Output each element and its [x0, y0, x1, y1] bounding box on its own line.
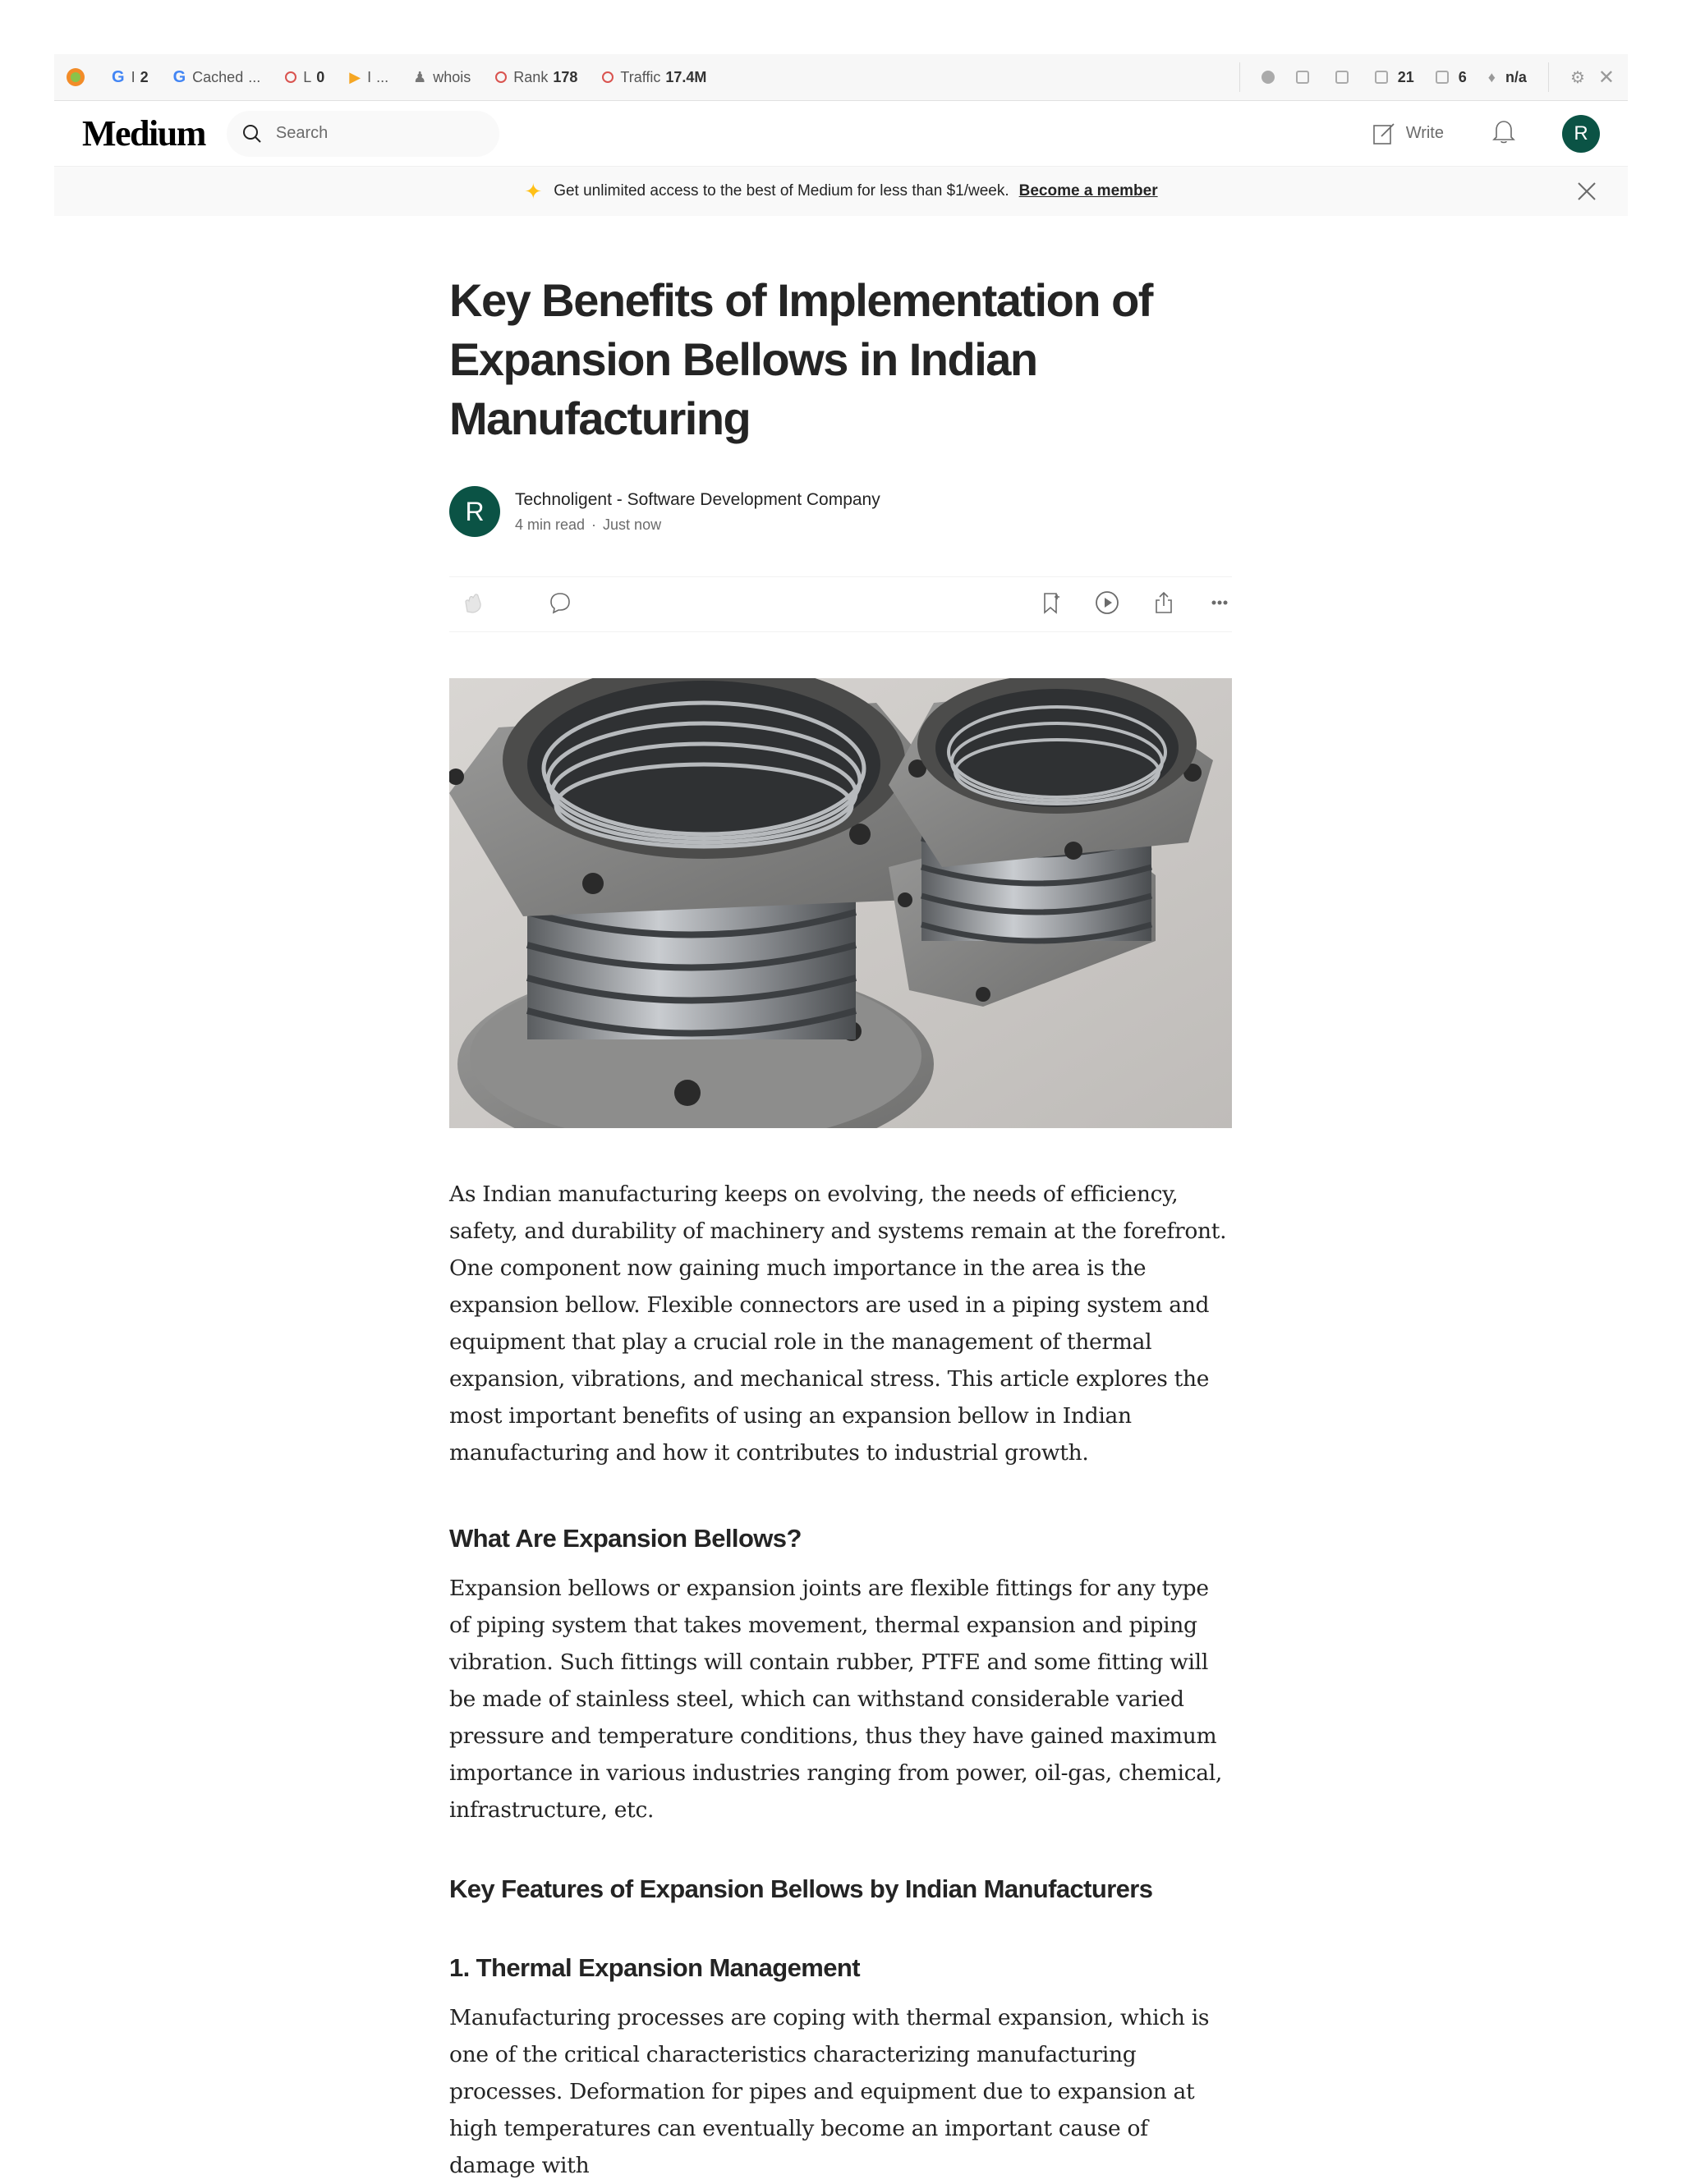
membership-banner	[54, 167, 1628, 216]
seo-logo-icon	[64, 66, 87, 89]
write-icon	[1372, 122, 1396, 146]
seo-whois[interactable]: ♟ whois	[413, 68, 471, 85]
seo-toolbar-right	[1218, 54, 1615, 100]
subheading-thermal-expansion: 1. Thermal Expansion Management	[449, 1953, 860, 1982]
more-icon	[1207, 590, 1232, 615]
play-icon	[1094, 590, 1120, 616]
meta-separator: ·	[591, 516, 597, 533]
link-icon	[1436, 71, 1449, 84]
banner-close-button[interactable]	[1575, 180, 1598, 208]
google-icon: G	[112, 67, 125, 86]
clap-button[interactable]	[461, 590, 485, 619]
info-icon	[1262, 71, 1275, 84]
sparkle-icon: ✦	[524, 178, 543, 204]
hero-image-expansion-bellows	[449, 678, 1232, 1128]
seo-traffic[interactable]: Traffic 17.4M	[602, 69, 706, 86]
browser-frame	[54, 54, 1628, 216]
seo-settings-button[interactable]	[1570, 67, 1585, 88]
section-heading-key-features: Key Features of Expansion Bellows by Indian Manufacturers	[449, 1874, 1153, 1903]
seo-google-index[interactable]: G I 2	[112, 67, 149, 86]
more-button[interactable]	[1207, 590, 1232, 619]
seo-toolbar	[54, 54, 1628, 101]
comment-button[interactable]	[548, 590, 572, 619]
search-box[interactable]	[227, 111, 499, 157]
action-bar-right	[1007, 577, 1232, 631]
seo-page-button[interactable]	[1296, 71, 1314, 84]
article-action-bar	[449, 576, 1232, 632]
article-meta	[515, 516, 880, 534]
write-button[interactable]: Write	[1372, 122, 1444, 146]
share-button[interactable]	[1151, 590, 1176, 619]
author-avatar[interactable]: R	[449, 486, 500, 537]
seo-price[interactable]: ♦ n/a	[1487, 68, 1527, 85]
author-meta	[515, 490, 880, 534]
notifications-button[interactable]	[1491, 118, 1516, 149]
gear-icon: ⚙	[1569, 68, 1585, 87]
bookmark-button[interactable]	[1038, 590, 1063, 619]
divider	[1548, 62, 1549, 92]
page-icon	[1296, 71, 1309, 84]
clap-icon	[461, 590, 485, 615]
paragraph-thermal-expansion: Manufacturing processes are coping with thermal expansion, which is one of the critical characteristics characterizing manufacturing processes. Deformation for pipes and equipment due to expansion at high temperatures can eventually become an important cause of damage with	[449, 2005, 1210, 2178]
banner-text: Get unlimited access to the best of Medium for less than $1/week.	[554, 182, 1009, 200]
seo-chart-button[interactable]	[1335, 71, 1353, 84]
comment-icon	[548, 590, 572, 615]
user-avatar[interactable]: R	[1562, 115, 1600, 153]
seo-close-button[interactable]	[1598, 66, 1615, 89]
seo-rank[interactable]: Rank 178	[495, 69, 577, 86]
circle-icon	[285, 71, 296, 83]
bell-icon	[1491, 118, 1516, 145]
share-icon	[1151, 590, 1176, 615]
author-block	[449, 486, 1232, 537]
read-time: 4 min read	[515, 516, 586, 533]
diamond-icon: ♦	[1487, 68, 1496, 85]
article-title: Key Benefits of Implementation of Expansion Bellows in Indian Manufacturing	[449, 274, 1152, 444]
circle-icon	[495, 71, 507, 83]
medium-logo[interactable]: Medium	[82, 113, 205, 154]
seo-info-button[interactable]	[1262, 71, 1275, 84]
site-header	[54, 101, 1628, 167]
chart-icon	[1335, 71, 1349, 84]
circle-icon	[602, 71, 614, 83]
seo-internal-links[interactable]: 6	[1436, 69, 1467, 86]
section-paragraph-what-are: Expansion bellows or expansion joints are flexible fittings for any type of piping system that takes movement, thermal expansion and piping vibration. Such fittings will contain rubber, PTFE and some fitting will be made of stainless steel, which can withstand considerable varied pressure and temperature conditions, thus they have gained maximum importance in various industries ranging from power, oil-gas, chemical, infrastructure, etc.	[449, 1576, 1223, 1823]
close-icon	[1575, 180, 1598, 203]
seo-cached[interactable]: G Cached ...	[172, 67, 261, 86]
search-input[interactable]	[274, 123, 458, 144]
bing-icon: ▶	[349, 68, 361, 85]
google-icon: G	[172, 67, 186, 86]
section-heading-what-are: What Are Expansion Bellows?	[449, 1524, 802, 1553]
seo-bing-index[interactable]: ▶ I ...	[349, 68, 389, 85]
divider	[1239, 62, 1240, 92]
become-member-link[interactable]: Become a member	[1018, 182, 1158, 200]
seo-logo[interactable]	[64, 66, 87, 89]
article	[449, 271, 1232, 2184]
posted-time: Just now	[603, 516, 662, 533]
intro-paragraph: As Indian manufacturing keeps on evolving, the needs of efficiency, safety, and durability of machinery and systems remain at the forefront. One component now gaining much importance in the area is the expansion bellow. Flexible connectors are used in a piping system and equipment that play a crucial role in the management of thermal expansion, vibrations, and mechanical stress. This article explores the most important benefits of using an expansion bellow in Indian manufacturing and how it contributes to industrial growth.	[449, 1181, 1227, 1466]
seo-links[interactable]: L 0	[285, 69, 324, 86]
external-link-icon	[1375, 71, 1388, 84]
seo-external-links[interactable]: 21	[1375, 69, 1414, 86]
author-name[interactable]: Technoligent - Software Development Company	[515, 489, 880, 509]
person-icon: ♟	[413, 68, 427, 85]
close-icon: ✕	[1597, 66, 1615, 89]
search-icon	[241, 123, 263, 145]
listen-button[interactable]	[1094, 590, 1120, 620]
header-actions	[1372, 101, 1600, 166]
bookmark-icon	[1038, 590, 1063, 615]
